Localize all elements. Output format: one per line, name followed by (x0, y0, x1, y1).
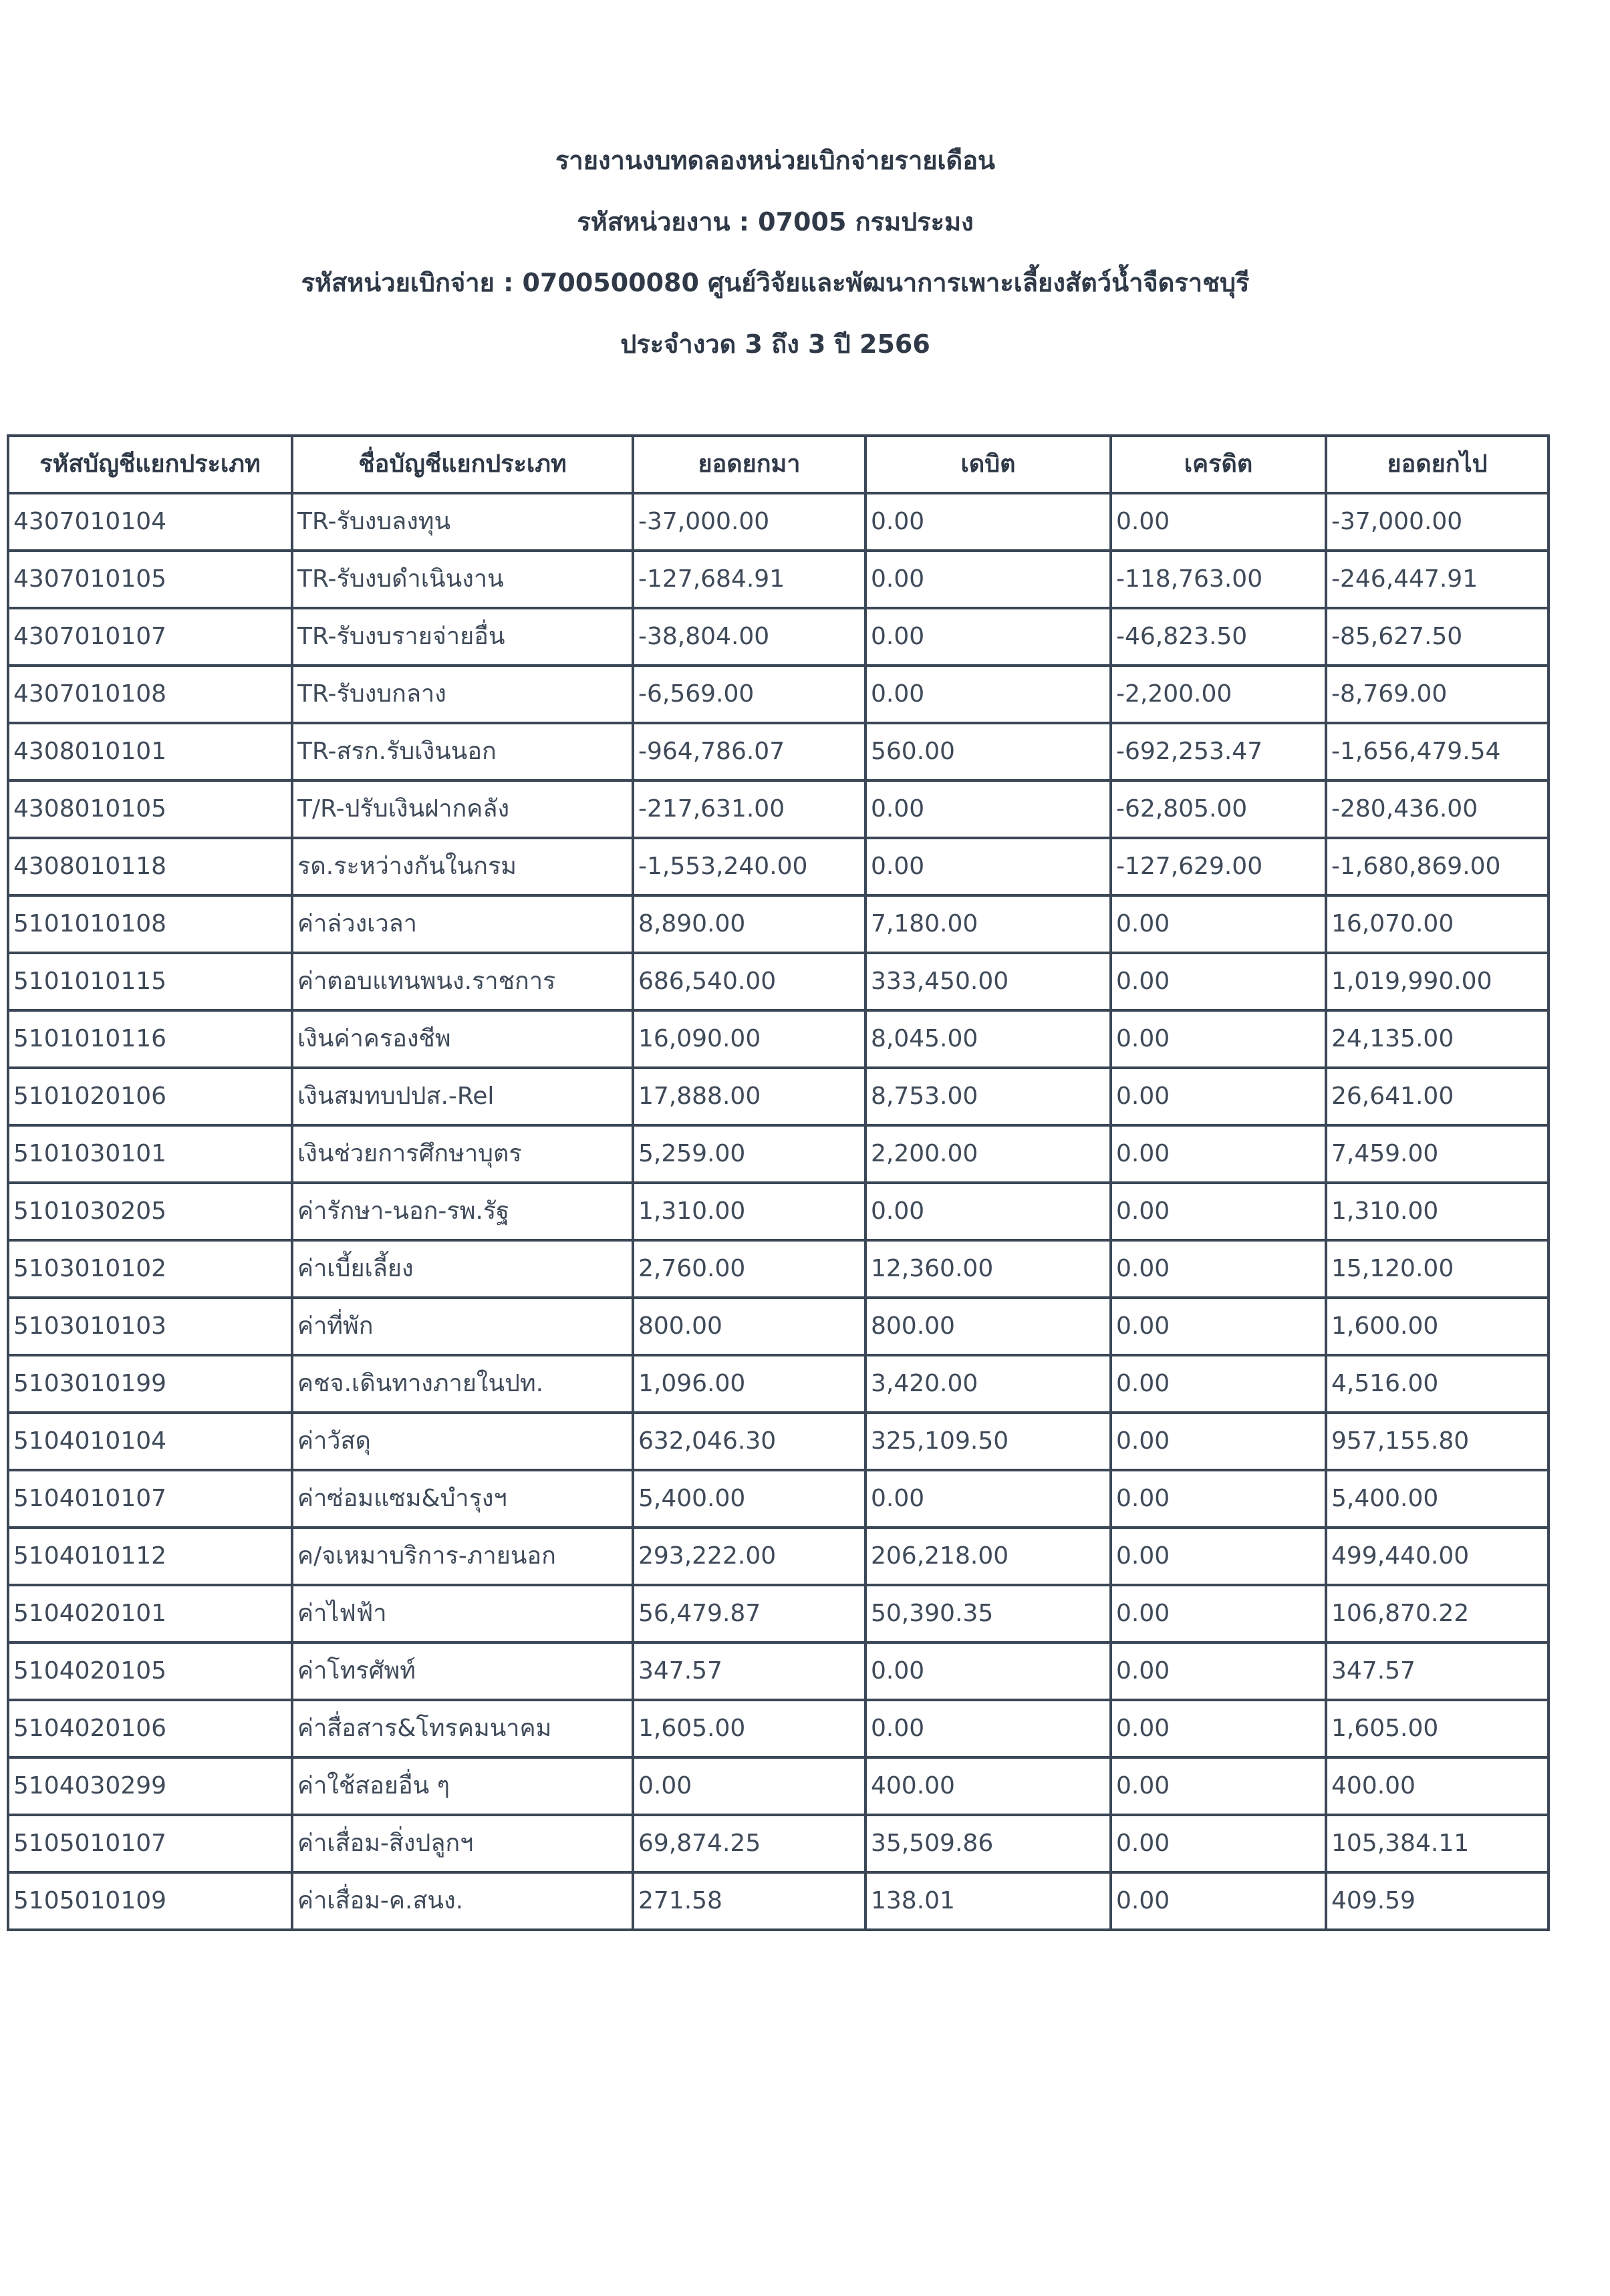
credit-cell: 0.00 (1111, 1183, 1326, 1240)
debit-cell: 12,360.00 (865, 1240, 1111, 1298)
opening-balance-cell: -38,804.00 (633, 608, 865, 666)
debit-cell: 35,509.86 (865, 1815, 1111, 1872)
account-code-cell: 5104010112 (8, 1528, 292, 1585)
closing-balance-cell: -280,436.00 (1326, 780, 1549, 838)
account-code-cell: 5104020106 (8, 1700, 292, 1757)
debit-cell: 2,200.00 (865, 1125, 1111, 1183)
period-line: ประจำงวด 3 ถึง 3 ปี 2566 (620, 329, 930, 359)
opening-balance-cell: 800.00 (633, 1298, 865, 1355)
account-code-cell: 4308010118 (8, 838, 292, 895)
account-code-cell: 4308010105 (8, 780, 292, 838)
debit-cell: 0.00 (865, 1470, 1111, 1528)
table-row (8, 1815, 1549, 1872)
agency-code-line: รหัสหน่วยงาน : 07005 กรมประมง (577, 207, 974, 237)
debit-cell: 0.00 (865, 780, 1111, 838)
account-code-cell: 5101010108 (8, 895, 292, 953)
table-row (8, 1872, 1549, 1930)
closing-balance-cell: -246,447.91 (1326, 551, 1549, 608)
debit-cell: 0.00 (865, 608, 1111, 666)
closing-balance-cell: 5,400.00 (1326, 1470, 1549, 1528)
account-name-cell: เงินสมทบปปส.-Rel (292, 1068, 633, 1125)
opening-balance-cell: -6,569.00 (633, 666, 865, 723)
debit-cell: 333,450.00 (865, 953, 1111, 1010)
table-row (8, 1642, 1549, 1700)
opening-balance-cell: 2,760.00 (633, 1240, 865, 1298)
table-row (8, 1700, 1549, 1757)
closing-balance-cell: -8,769.00 (1326, 666, 1549, 723)
debit-cell: 0.00 (865, 493, 1111, 551)
account-code-cell: 5103010199 (8, 1355, 292, 1413)
credit-cell: -127,629.00 (1111, 838, 1326, 895)
table-body (8, 493, 1549, 1930)
opening-balance-cell: 5,400.00 (633, 1470, 865, 1528)
opening-balance-cell: 1,310.00 (633, 1183, 865, 1240)
table-row (8, 1355, 1549, 1413)
account-name-cell: ค่าเสื่อม-สิ่งปลูกฯ (292, 1815, 633, 1872)
table-row (8, 1068, 1549, 1125)
account-code-cell: 5103010103 (8, 1298, 292, 1355)
credit-cell: 0.00 (1111, 895, 1326, 953)
credit-cell: 0.00 (1111, 1642, 1326, 1700)
account-name-cell: TR-สรก.รับเงินนอก (292, 723, 633, 780)
header-closing-balance: ยอดยกไป (1326, 436, 1549, 493)
account-code-cell: 4307010104 (8, 493, 292, 551)
debit-cell: 138.01 (865, 1872, 1111, 1930)
closing-balance-cell: 7,459.00 (1326, 1125, 1549, 1183)
header-credit: เครดิต (1111, 436, 1326, 493)
closing-balance-cell: 15,120.00 (1326, 1240, 1549, 1298)
debit-cell: 325,109.50 (865, 1413, 1111, 1470)
table-row (8, 1757, 1549, 1815)
opening-balance-cell: -1,553,240.00 (633, 838, 865, 895)
table-row (8, 608, 1549, 666)
account-name-cell: TR-รับงบรายจ่ายอื่น (292, 608, 633, 666)
opening-balance-cell: 1,605.00 (633, 1700, 865, 1757)
credit-cell: 0.00 (1111, 1757, 1326, 1815)
debit-cell: 400.00 (865, 1757, 1111, 1815)
table-row (8, 1528, 1549, 1585)
table-row (8, 780, 1549, 838)
opening-balance-cell: 16,090.00 (633, 1010, 865, 1068)
account-name-cell: T/R-ปรับเงินฝากคลัง (292, 780, 633, 838)
opening-balance-cell: 17,888.00 (633, 1068, 865, 1125)
closing-balance-cell: 105,384.11 (1326, 1815, 1549, 1872)
opening-balance-cell: 271.58 (633, 1872, 865, 1930)
account-code-cell: 5104010104 (8, 1413, 292, 1470)
opening-balance-cell: 686,540.00 (633, 953, 865, 1010)
credit-cell: 0.00 (1111, 1298, 1326, 1355)
credit-cell: 0.00 (1111, 493, 1326, 551)
closing-balance-cell: 347.57 (1326, 1642, 1549, 1700)
opening-balance-cell: 69,874.25 (633, 1815, 865, 1872)
credit-cell: 0.00 (1111, 1240, 1326, 1298)
credit-cell: 0.00 (1111, 1068, 1326, 1125)
debit-cell: 0.00 (865, 838, 1111, 895)
disbursing-unit-line: รหัสหน่วยเบิกจ่าย : 0700500080 ศูนย์วิจัยและพัฒนาการเพาะเลี้ยงสัตว์น้ำจืดราชบุรี (301, 268, 1250, 297)
debit-cell: 7,180.00 (865, 895, 1111, 953)
account-code-cell: 4307010107 (8, 608, 292, 666)
account-name-cell: ค่าเบี้ยเลี้ยง (292, 1240, 633, 1298)
account-name-cell: ค่ารักษา-นอก-รพ.รัฐ (292, 1183, 633, 1240)
account-name-cell: ค่าล่วงเวลา (292, 895, 633, 953)
debit-cell: 0.00 (865, 1183, 1111, 1240)
debit-cell: 0.00 (865, 666, 1111, 723)
credit-cell: 0.00 (1111, 1125, 1326, 1183)
opening-balance-cell: -37,000.00 (633, 493, 865, 551)
opening-balance-cell: 56,479.87 (633, 1585, 865, 1642)
header-debit: เดบิต (865, 436, 1111, 493)
credit-cell: 0.00 (1111, 1872, 1326, 1930)
account-code-cell: 4307010108 (8, 666, 292, 723)
table-row (8, 1010, 1549, 1068)
opening-balance-cell: -217,631.00 (633, 780, 865, 838)
table-row (8, 1413, 1549, 1470)
header-account-code: รหัสบัญชีแยกประเภท (8, 436, 292, 493)
credit-cell: 0.00 (1111, 1815, 1326, 1872)
credit-cell: 0.00 (1111, 953, 1326, 1010)
account-name-cell: ค่าซ่อมแซม&บำรุงฯ (292, 1470, 633, 1528)
debit-cell: 50,390.35 (865, 1585, 1111, 1642)
credit-cell: 0.00 (1111, 1413, 1326, 1470)
account-code-cell: 5105010109 (8, 1872, 292, 1930)
account-name-cell: ค่าเสื่อม-ค.สนง. (292, 1872, 633, 1930)
account-code-cell: 5104020101 (8, 1585, 292, 1642)
table-row (8, 895, 1549, 953)
header-account-name: ชื่อบัญชีแยกประเภท (292, 436, 633, 493)
table-row (8, 1298, 1549, 1355)
table-row (8, 1470, 1549, 1528)
credit-cell: -62,805.00 (1111, 780, 1326, 838)
table-row (8, 1125, 1549, 1183)
closing-balance-cell: -37,000.00 (1326, 493, 1549, 551)
debit-cell: 0.00 (865, 1700, 1111, 1757)
table-row (8, 953, 1549, 1010)
account-name-cell: ค/จเหมาบริการ-ภายนอก (292, 1528, 633, 1585)
account-code-cell: 5101030205 (8, 1183, 292, 1240)
closing-balance-cell: -1,656,479.54 (1326, 723, 1549, 780)
credit-cell: -2,200.00 (1111, 666, 1326, 723)
opening-balance-cell: 347.57 (633, 1642, 865, 1700)
closing-balance-cell: 106,870.22 (1326, 1585, 1549, 1642)
debit-cell: 560.00 (865, 723, 1111, 780)
closing-balance-cell: 409.59 (1326, 1872, 1549, 1930)
closing-balance-cell: 1,019,990.00 (1326, 953, 1549, 1010)
account-name-cell: ค่าวัสดุ (292, 1413, 633, 1470)
opening-balance-cell: 8,890.00 (633, 895, 865, 953)
debit-cell: 0.00 (865, 551, 1111, 608)
account-name-cell: ค่าใช้สอยอื่น ๆ (292, 1757, 633, 1815)
debit-cell: 206,218.00 (865, 1528, 1111, 1585)
opening-balance-cell: 1,096.00 (633, 1355, 865, 1413)
account-name-cell: TR-รับงบกลาง (292, 666, 633, 723)
credit-cell: 0.00 (1111, 1470, 1326, 1528)
closing-balance-cell: 1,310.00 (1326, 1183, 1549, 1240)
account-code-cell: 5104020105 (8, 1642, 292, 1700)
table-row (8, 1585, 1549, 1642)
closing-balance-cell: 400.00 (1326, 1757, 1549, 1815)
opening-balance-cell: 0.00 (633, 1757, 865, 1815)
account-name-cell: รด.ระหว่างกันในกรม (292, 838, 633, 895)
account-name-cell: ค่าสื่อสาร&โทรคมนาคม (292, 1700, 633, 1757)
credit-cell: -46,823.50 (1111, 608, 1326, 666)
credit-cell: -118,763.00 (1111, 551, 1326, 608)
opening-balance-cell: 5,259.00 (633, 1125, 865, 1183)
account-code-cell: 4307010105 (8, 551, 292, 608)
header-opening-balance: ยอดยกมา (633, 436, 865, 493)
account-name-cell: เงินช่วยการศึกษาบุตร (292, 1125, 633, 1183)
credit-cell: 0.00 (1111, 1528, 1326, 1585)
account-code-cell: 5101010116 (8, 1010, 292, 1068)
closing-balance-cell: 1,605.00 (1326, 1700, 1549, 1757)
account-name-cell: ค่าตอบแทนพนง.ราชการ (292, 953, 633, 1010)
closing-balance-cell: 1,600.00 (1326, 1298, 1549, 1355)
account-code-cell: 5105010107 (8, 1815, 292, 1872)
debit-cell: 8,753.00 (865, 1068, 1111, 1125)
account-name-cell: คชจ.เดินทางภายในปท. (292, 1355, 633, 1413)
closing-balance-cell: 957,155.80 (1326, 1413, 1549, 1470)
closing-balance-cell: 499,440.00 (1326, 1528, 1549, 1585)
account-code-cell: 5104030299 (8, 1757, 292, 1815)
opening-balance-cell: -964,786.07 (633, 723, 865, 780)
account-name-cell: TR-รับงบดำเนินงาน (292, 551, 633, 608)
account-name-cell: TR-รับงบลงทุน (292, 493, 633, 551)
table-row (8, 1240, 1549, 1298)
debit-cell: 8,045.00 (865, 1010, 1111, 1068)
opening-balance-cell: -127,684.91 (633, 551, 865, 608)
table-row (8, 1183, 1549, 1240)
debit-cell: 3,420.00 (865, 1355, 1111, 1413)
account-code-cell: 5104010107 (8, 1470, 292, 1528)
table-row (8, 493, 1549, 551)
account-name-cell: ค่าที่พัก (292, 1298, 633, 1355)
closing-balance-cell: -1,680,869.00 (1326, 838, 1549, 895)
opening-balance-cell: 632,046.30 (633, 1413, 865, 1470)
account-name-cell: ค่าโทรศัพท์ (292, 1642, 633, 1700)
closing-balance-cell: -85,627.50 (1326, 608, 1549, 666)
account-name-cell: ค่าไฟฟ้า (292, 1585, 633, 1642)
opening-balance-cell: 293,222.00 (633, 1528, 865, 1585)
trial-balance-table (7, 434, 1550, 1931)
table-row (8, 723, 1549, 780)
table-row (8, 838, 1549, 895)
credit-cell: -692,253.47 (1111, 723, 1326, 780)
credit-cell: 0.00 (1111, 1355, 1326, 1413)
account-code-cell: 5101030101 (8, 1125, 292, 1183)
account-code-cell: 4308010101 (8, 723, 292, 780)
closing-balance-cell: 24,135.00 (1326, 1010, 1549, 1068)
debit-cell: 800.00 (865, 1298, 1111, 1355)
account-name-cell: เงินค่าครองชีพ (292, 1010, 633, 1068)
table-row (8, 551, 1549, 608)
account-code-cell: 5103010102 (8, 1240, 292, 1298)
credit-cell: 0.00 (1111, 1010, 1326, 1068)
closing-balance-cell: 4,516.00 (1326, 1355, 1549, 1413)
credit-cell: 0.00 (1111, 1585, 1326, 1642)
table-header-row (8, 436, 1549, 493)
closing-balance-cell: 16,070.00 (1326, 895, 1549, 953)
account-code-cell: 5101010115 (8, 953, 292, 1010)
credit-cell: 0.00 (1111, 1700, 1326, 1757)
report-title: รายงานงบทดลองหน่วยเบิกจ่ายรายเดือน (555, 146, 996, 175)
closing-balance-cell: 26,641.00 (1326, 1068, 1549, 1125)
debit-cell: 0.00 (865, 1642, 1111, 1700)
account-code-cell: 5101020106 (8, 1068, 292, 1125)
table-row (8, 666, 1549, 723)
